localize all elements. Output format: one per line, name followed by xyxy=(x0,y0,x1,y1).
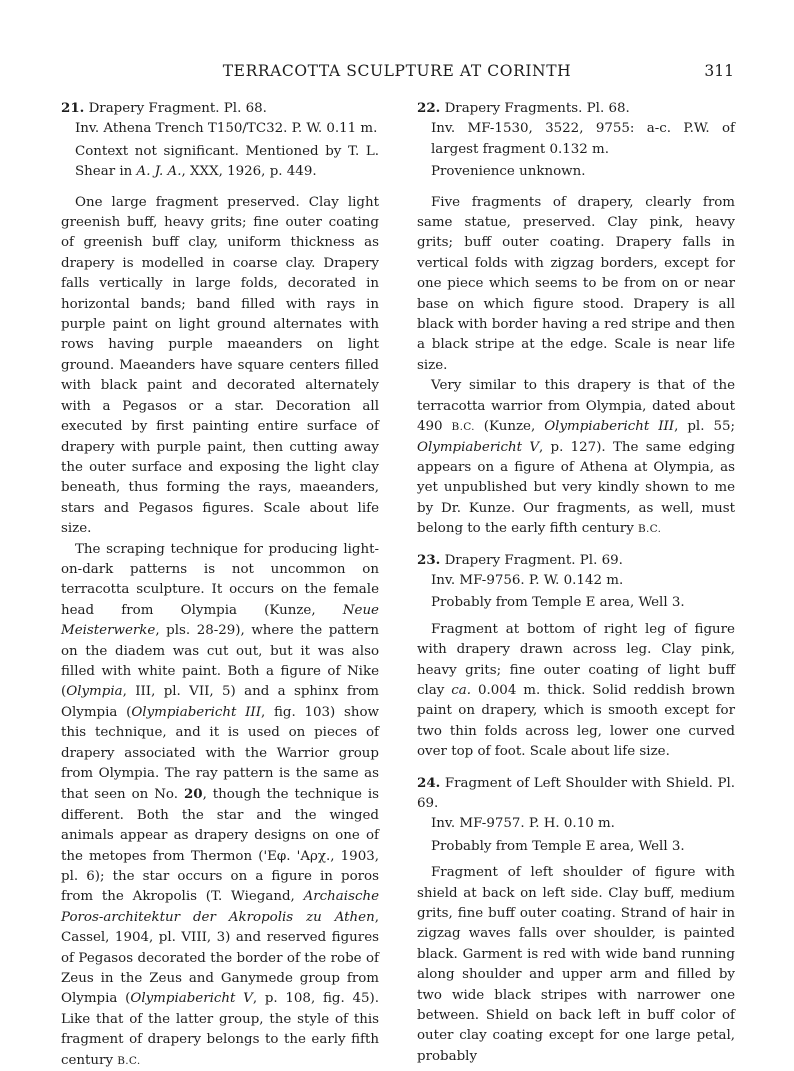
entry-22-number: 22. xyxy=(417,100,441,116)
entry-21-context: Context not significant. Mentioned by T. L. Shear in A. J. A., XXX, 1926, p. 449. xyxy=(75,143,379,180)
entry-24-number: 24. xyxy=(417,774,441,791)
entry-23-number: 23. xyxy=(417,551,441,568)
entry-23-description: Fragment at bottom of right leg of figure with drapery drawn across leg. Clay pink, heavy grits; fine outer coating of light buff clay ca. 0.004 m. thick. Solid reddish brown paint on drapery, which is smooth except for two thin folds across leg, lower one curved over top of foot. Scale about life size. xyxy=(417,621,735,760)
running-title: TERRACOTTA SCULPTURE AT CORINTH xyxy=(222,62,572,80)
entry-22-inventory: Inv. MF-1530, 3522, 9755: a-c. P.W. of largest fragment 0.132 m. xyxy=(431,121,735,157)
entry-23-title: Drapery Fragment. Pl. 69. xyxy=(444,552,623,568)
left-column xyxy=(61,98,379,1071)
entry-21-discussion: The scraping technique for producing light-on-dark patterns is not uncommon on terracotta sculpture. It occurs on the female head from Olympia (Kunze, Neue Meisterwerke, pls. 28-29), where the pattern on the diadem was cut out, but it was also filled with white paint. Both a figure of Nike (Olympia, III, pl. VII, 5) and a sphinx from Olympia (Olympiabericht III, fig. 103) show this technique, and it is used on pieces of drapery associated with the Warrior group from Olympia. The ray pattern is the same as that seen on No. 20, though the technique is different. Both the star and the winged animals appear as drapery designs on one of the metopes from Thermon ('Εφ. 'Αρχ., 1903, pl. 6); the star occurs on a figure in poros from the Akropolis (T. Wiegand, Archaische Poros-architektur der Akropolis zu Athen, Cassel, 1904, pl. VIII, 3) and reserved figures of Pegasos decorated the border of the robe of Zeus in the Zeus and Ganymede group from Olympia (Olympiabericht V, p. 108, fig. 45). Like that of the latter group, the style of this fragment of drapery belongs to the early fifth century B.C. xyxy=(61,541,380,1068)
page-number: 311 xyxy=(704,62,734,80)
entry-21-inventory: Inv. Athena Trench T150/TC32. P. W. 0.11 m. xyxy=(75,121,378,137)
entry-22-heading xyxy=(417,98,735,119)
entry-23-provenience: Probably from Temple E area, Well 3. xyxy=(431,595,685,611)
entry-22-provenience: Provenience unknown. xyxy=(431,164,586,180)
entry-23-inventory: Inv. MF-9756. P. W. 0.142 m. xyxy=(431,572,624,588)
entry-21-number: 21. xyxy=(61,100,85,116)
entry-24-provenience: Probably from Temple E area, Well 3. xyxy=(431,838,685,854)
entry-24-title: Fragment of Left Shoulder with Shield. Pl. 69. xyxy=(417,775,735,811)
entry-24-inventory: Inv. MF-9757. P. H. 0.10 m. xyxy=(431,816,615,832)
entry-21-heading xyxy=(61,98,379,119)
running-head xyxy=(60,62,734,84)
entry-22-description: Five fragments of drapery, clearly from same statue, preserved. Clay pink, heavy grits; buff outer coating. Drapery falls in vertical folds with zigzag borders, except for one piece which seems to be from on or near base on which figure stood. Drapery is all black with border having a red stripe and then a black stripe at the edge. Scale is near life size. xyxy=(417,194,735,373)
entry-24-description: Fragment of left shoulder of figure with shield at back on left side. Clay buff, medium grits, fine buff outer coating. Strand of hair in zigzag waves falls over shoulder, is painted black. Garment is red with wide band running along shoulder and upper arm and filled by two wide black stripes with narrower one between. Shield on back left in buff color of outer clay coating except for one large petal, probably xyxy=(417,865,735,1064)
entry-23-heading xyxy=(417,550,735,571)
entry-21-description: One large fragment preserved. Clay light greenish buff, heavy grits; fine outer coating of greenish buff clay, uniform thickness as drapery is modelled in coarse clay. Drapery falls vertically in large folds, decorated in horizontal bands; band filled with rays in purple paint on light ground alternates with rows having purple maeanders on light ground. Maeanders have square centers filled with black paint and decorated alternately with a Pegasos or a star. Decoration all executed by first painting entire surface of drapery with purple paint, then cutting away the outer surface and exposing the light clay beneath, thus forming the rays, maeanders, stars and Pegasos figures. Scale about life size. xyxy=(61,194,379,537)
right-column xyxy=(417,98,735,1067)
entry-22-discussion: Very similar to this drapery is that of the terracotta warrior from Olympia, dated about 490 B.C. (Kunze, Olympiabericht III, pl. 55; Olympiabericht V, p. 127). The same edging appears on a figure of Athena at Olympia, as yet unpublished but very kindly shown to me by Dr. Kunze. Our fragments, as well, must belong to the early fifth century B.C. xyxy=(417,378,735,537)
entry-21-title: Drapery Fragment. Pl. 68. xyxy=(88,101,267,116)
entry-24-heading xyxy=(417,773,735,815)
entry-22-title: Drapery Fragments. Pl. 68. xyxy=(444,101,630,116)
